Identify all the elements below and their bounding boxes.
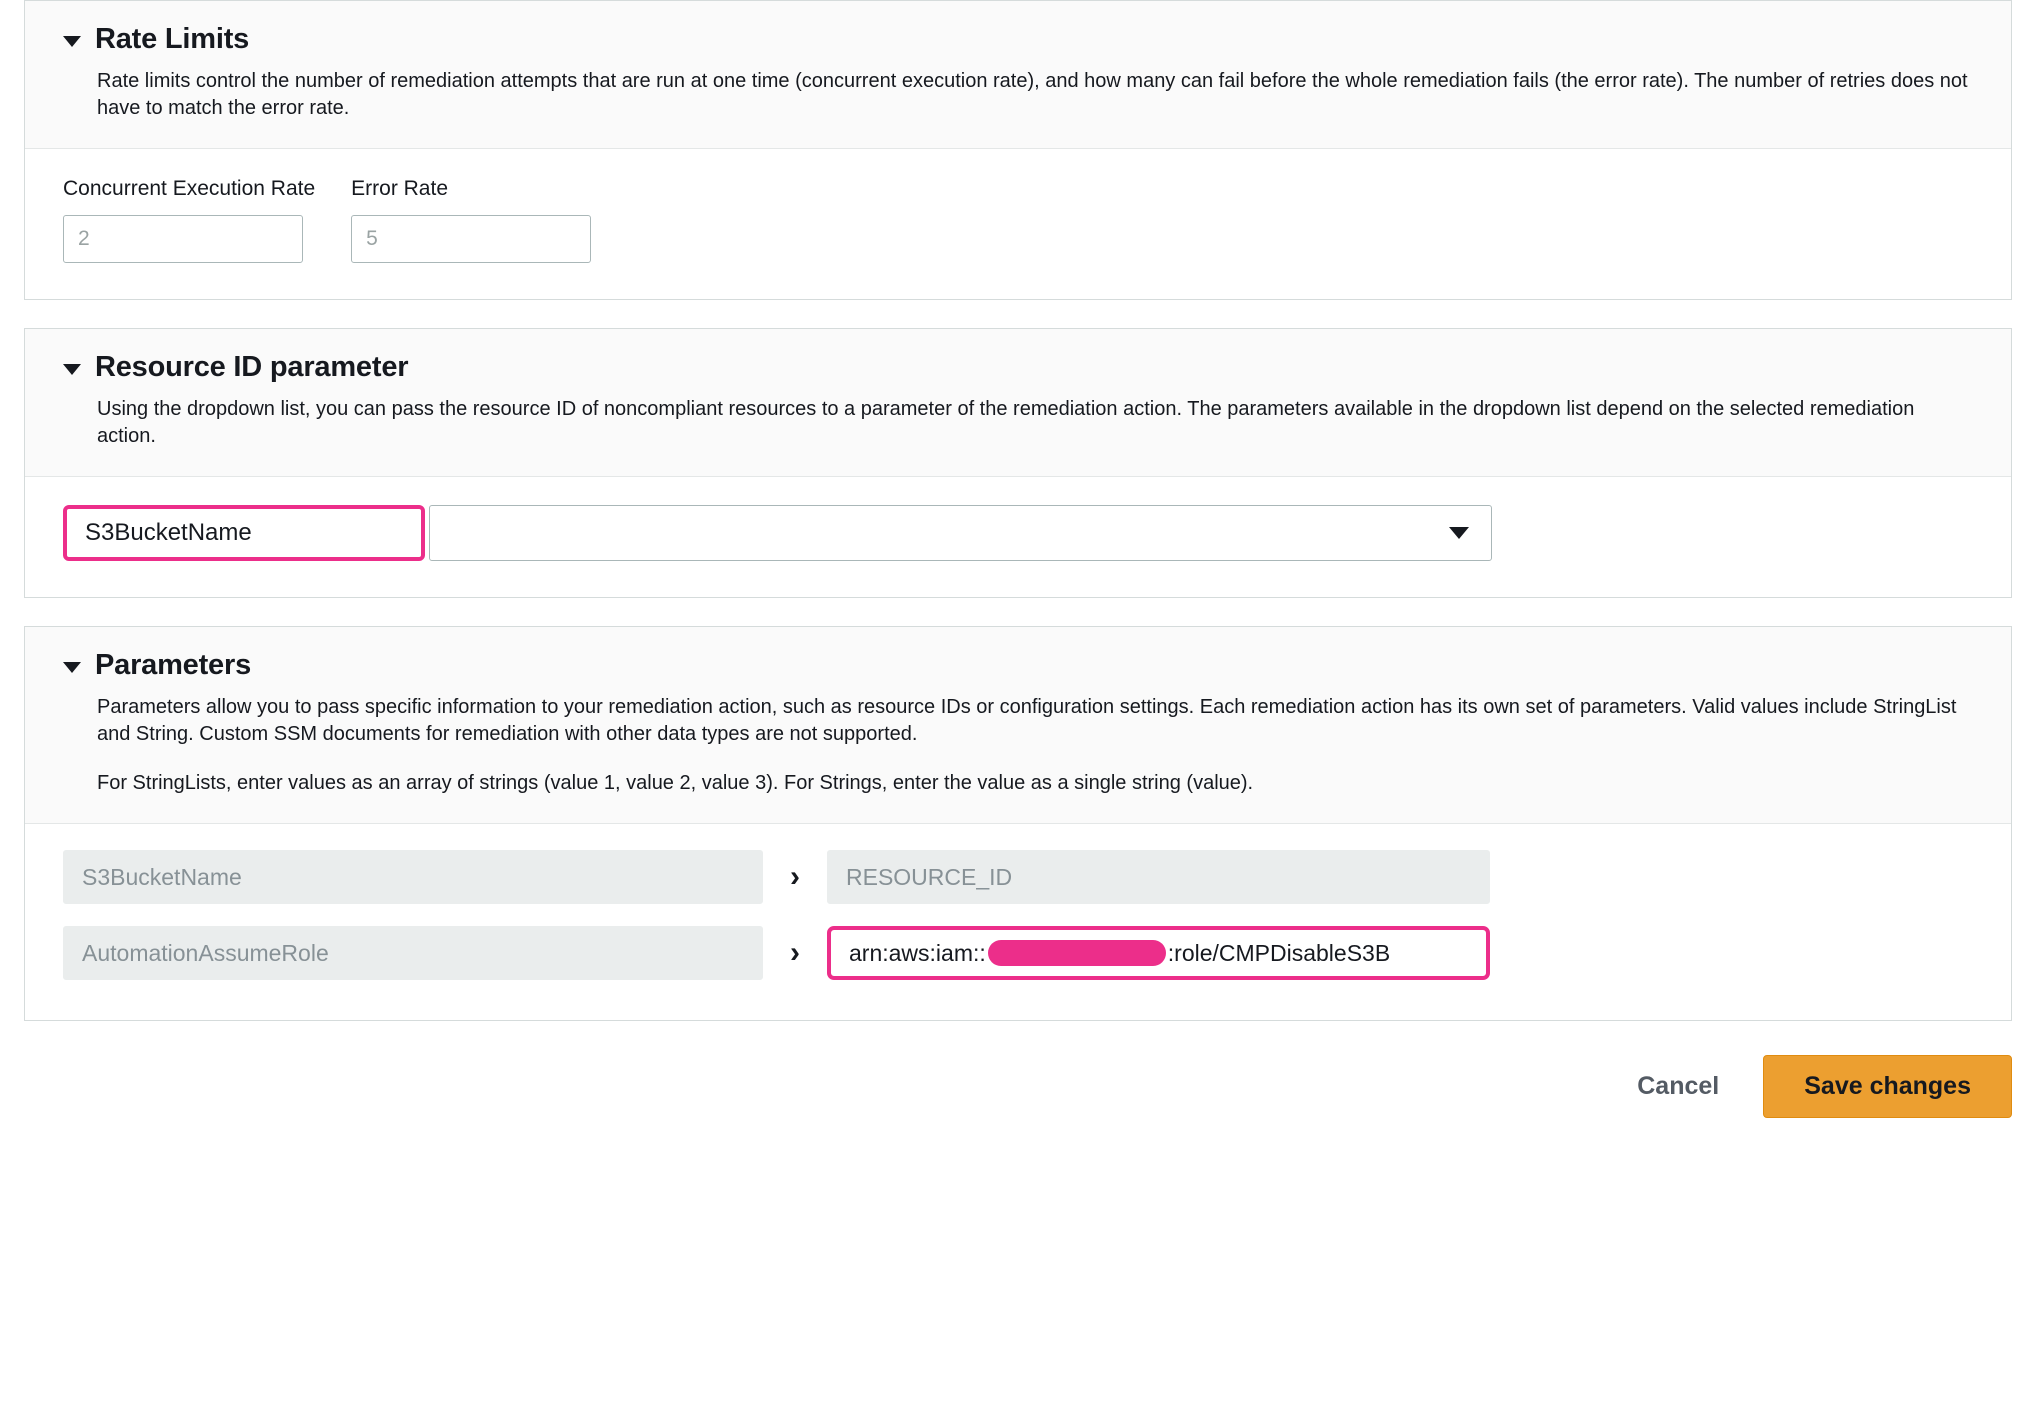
parameters-description-1: Parameters allow you to pass specific information to your remediation action, such as resource IDs or configuration settings. Each remediation action has its own set of parameters. Valid values include StringList and String. Custom SSM documents for remediation with other data types are not supported. xyxy=(97,696,1957,745)
chevron-right-icon: › xyxy=(790,860,800,893)
table-row xyxy=(63,850,1973,904)
arn-prefix: arn:aws:iam:: xyxy=(849,939,986,966)
rate-limits-title-row[interactable] xyxy=(63,23,1973,56)
concurrent-execution-rate-field xyxy=(63,177,315,263)
resource-id-title: Resource ID parameter xyxy=(95,351,409,383)
form-actions xyxy=(24,1049,2012,1118)
resource-id-parameter-panel xyxy=(24,328,2012,598)
parameter-value[interactable]: RESOURCE_ID xyxy=(827,850,1490,904)
chevron-down-icon[interactable] xyxy=(63,36,81,47)
table-row xyxy=(63,926,1973,980)
concurrent-execution-rate-label: Concurrent Execution Rate xyxy=(63,177,316,200)
parameter-key: S3BucketName xyxy=(63,850,763,904)
rate-limits-description: Rate limits control the number of remediation attempts that are run at one time (concurrent execution rate), and how many can fail before the whole remediation fails (the error rate). The number of retries does not have to match the error rate. xyxy=(97,70,1968,119)
error-rate-field xyxy=(351,177,591,263)
resource-id-body xyxy=(25,477,2011,597)
resource-id-parameter-name[interactable]: S3BucketName xyxy=(63,505,425,561)
chevron-down-icon xyxy=(1449,527,1469,539)
rate-limits-fields xyxy=(63,177,1973,263)
parameters-header xyxy=(25,627,2011,824)
parameters-description-2: For StringLists, enter values as an array of strings (value 1, value 2, value 3). For Strings, enter the value as a single string (value). xyxy=(97,772,1254,794)
chevron-right-icon: › xyxy=(790,936,800,969)
resource-id-dropdown[interactable] xyxy=(429,505,1492,561)
rate-limits-body xyxy=(25,149,2011,299)
resource-id-header xyxy=(25,329,2011,477)
parameters-title-row[interactable] xyxy=(63,649,1973,682)
parameters-body xyxy=(25,824,2011,1020)
chevron-down-icon[interactable] xyxy=(63,364,81,375)
parameters-panel xyxy=(24,626,2012,1021)
resource-id-row xyxy=(63,505,1973,561)
chevron-down-icon[interactable] xyxy=(63,662,81,673)
arn-suffix: :role/CMPDisableS3B xyxy=(1167,939,1391,966)
error-rate-input[interactable] xyxy=(351,215,591,263)
parameter-key: AutomationAssumeRole xyxy=(63,926,763,980)
cancel-button[interactable]: Cancel xyxy=(1627,1060,1729,1113)
resource-id-description: Using the dropdown list, you can pass the resource ID of noncompliant resources to a parameter of the remediation action. The parameters available in the dropdown list depend on the selected remediation action. xyxy=(97,398,1915,447)
error-rate-label: Error Rate xyxy=(351,177,448,200)
parameters-title: Parameters xyxy=(95,649,251,681)
redacted-account-id xyxy=(988,940,1166,966)
rate-limits-title: Rate Limits xyxy=(95,23,250,55)
concurrent-execution-rate-input[interactable] xyxy=(63,215,303,263)
parameter-value-role-arn[interactable] xyxy=(827,926,1490,980)
rate-limits-panel xyxy=(24,0,2012,300)
rate-limits-header xyxy=(25,1,2011,149)
save-changes-button[interactable]: Save changes xyxy=(1763,1055,2012,1118)
resource-id-title-row[interactable] xyxy=(63,351,1973,384)
